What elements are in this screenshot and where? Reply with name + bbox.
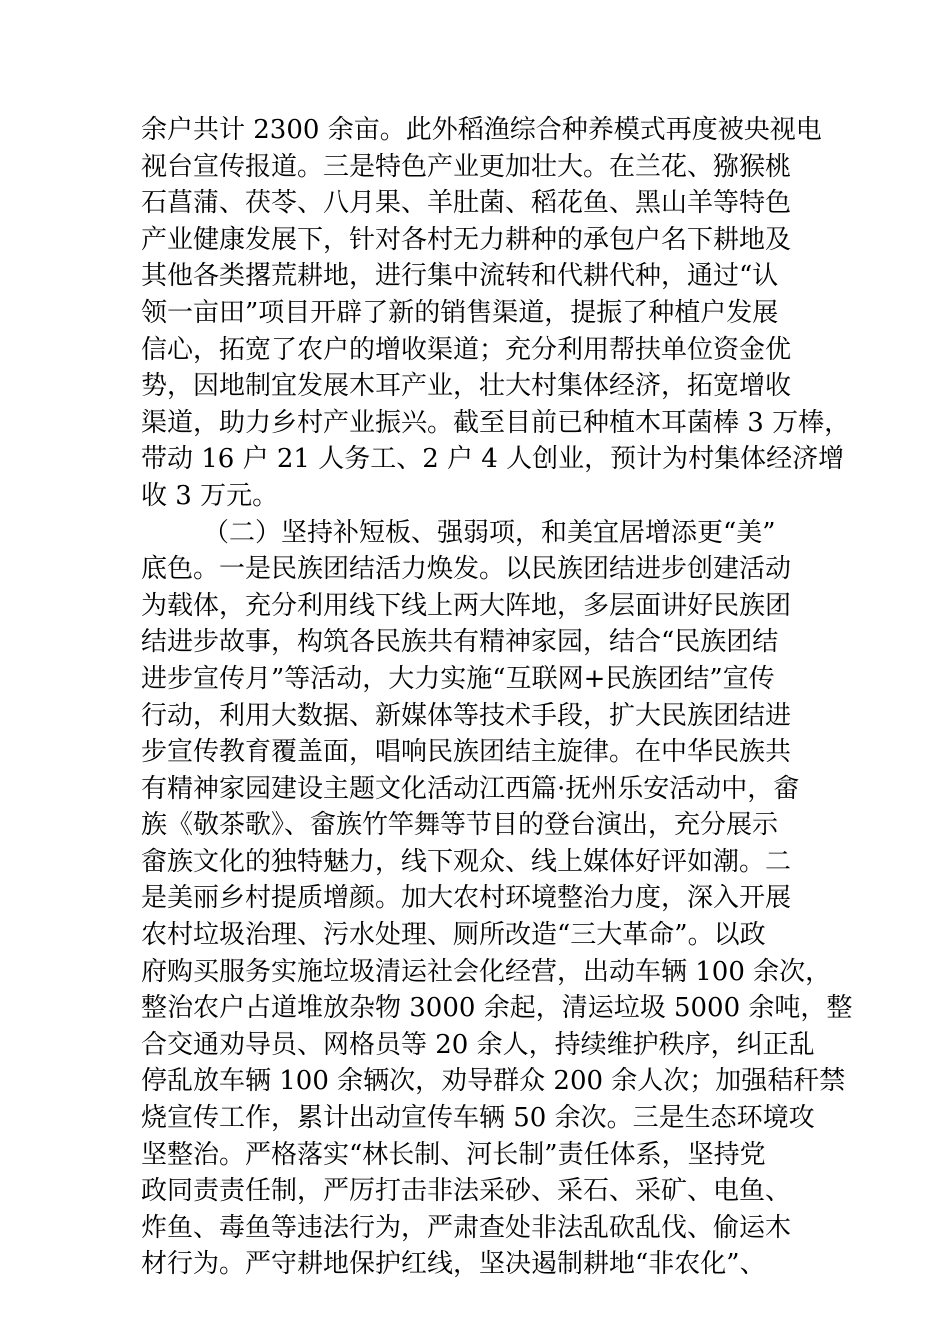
text-line: 农村垃圾治理、污水处理、厕所改造“三大革命”。以政 xyxy=(141,920,766,951)
text-line: 其他各类撂荒耕地，进行集中流转和代耕代种，通过“认 xyxy=(141,261,779,292)
text-line: 底色。一是民族团结活力焕发。以民族团结进步创建活动 xyxy=(141,554,792,585)
text-line: 坚整治。严格落实“林长制、河长制”责任体系，坚持党 xyxy=(141,1139,766,1170)
text-line: 为载体，充分利用线下线上两大阵地，多层面讲好民族团 xyxy=(141,590,792,621)
text-line: 政同责责任制，严厉打击非法采砂、采石、采矿、电鱼、 xyxy=(141,1176,792,1207)
body-text xyxy=(141,112,853,1283)
text-line: 进步宣传月”等活动，大力实施“互联网+民族团结”宣传 xyxy=(141,663,775,694)
text-line: 渠道，助力乡村产业振兴。截至目前已种植木耳菌棒 3 万棒， xyxy=(141,407,851,438)
text-line: 府购买服务实施垃圾清运社会化经营，出动车辆 100 余次， xyxy=(141,956,832,987)
text-line: 合交通劝导员、网格员等 20 余人，持续维护秩序，纠正乱 xyxy=(141,1029,815,1060)
text-line: 材行为。严守耕地保护红线，坚决遏制耕地“非农化”、 xyxy=(141,1249,766,1280)
text-line: 是美丽乡村提质增颜。加大农村环境整治力度，深入开展 xyxy=(141,883,792,914)
text-line: 有精神家园建设主题文化活动江西篇·抚州乐安活动中，畲 xyxy=(141,773,800,804)
text-line: 烧宣传工作，累计出动宣传车辆 50 余次。三是生态环境攻 xyxy=(141,1103,815,1134)
text-line: 信心，拓宽了农户的增收渠道；充分利用帮扶单位资金优 xyxy=(141,334,792,365)
text-line: 势，因地制宜发展木耳产业，壮大村集体经济，拓宽增收 xyxy=(141,371,792,402)
text-line: 石菖蒲、茯苓、八月果、羊肚菌、稻花鱼、黑山羊等特色 xyxy=(141,188,792,219)
text-line: 产业健康发展下，针对各村无力耕种的承包户名下耕地及 xyxy=(141,224,792,255)
section-heading-line: （二）坚持补短板、强弱项，和美宜居增添更“美” xyxy=(203,517,776,548)
text-line: 余户共计 2300 余亩。此外稻渔综合种养模式再度被央视电 xyxy=(141,115,822,145)
text-line: 结进步故事，构筑各民族共有精神家园，结合“民族团结 xyxy=(141,627,779,658)
text-line: 步宣传教育覆盖面，唱响民族团结主旋律。在中华民族共 xyxy=(141,737,792,768)
text-line: 收 3 万元。 xyxy=(141,480,279,511)
text-line: 畲族文化的独特魅力，线下观众、线上媒体好评如潮。二 xyxy=(141,846,792,877)
text-line: 行动，利用大数据、新媒体等技术手段，扩大民族团结进 xyxy=(141,700,792,731)
text-line: 族《敬茶歌》、畲族竹竿舞等节目的登台演出，充分展示 xyxy=(141,810,779,841)
text-line: 带动 16 户 21 人务工、2 户 4 人创业，预计为村集体经济增 xyxy=(141,444,845,475)
text-line: 停乱放车辆 100 余辆次，劝导群众 200 余人次；加强秸秆禁 xyxy=(141,1066,846,1097)
text-line: 整治农户占道堆放杂物 3000 余起，清运垃圾 5000 余吨，整 xyxy=(141,993,853,1024)
text-line: 炸鱼、毒鱼等违法行为，严肃查处非法乱砍乱伐、偷运木 xyxy=(141,1212,792,1243)
text-line: 视台宣传报道。三是特色产业更加壮大。在兰花、猕猴桃 xyxy=(141,151,792,182)
text-line: 领一亩田”项目开辟了新的销售渠道，提振了种植户发展 xyxy=(141,297,779,328)
